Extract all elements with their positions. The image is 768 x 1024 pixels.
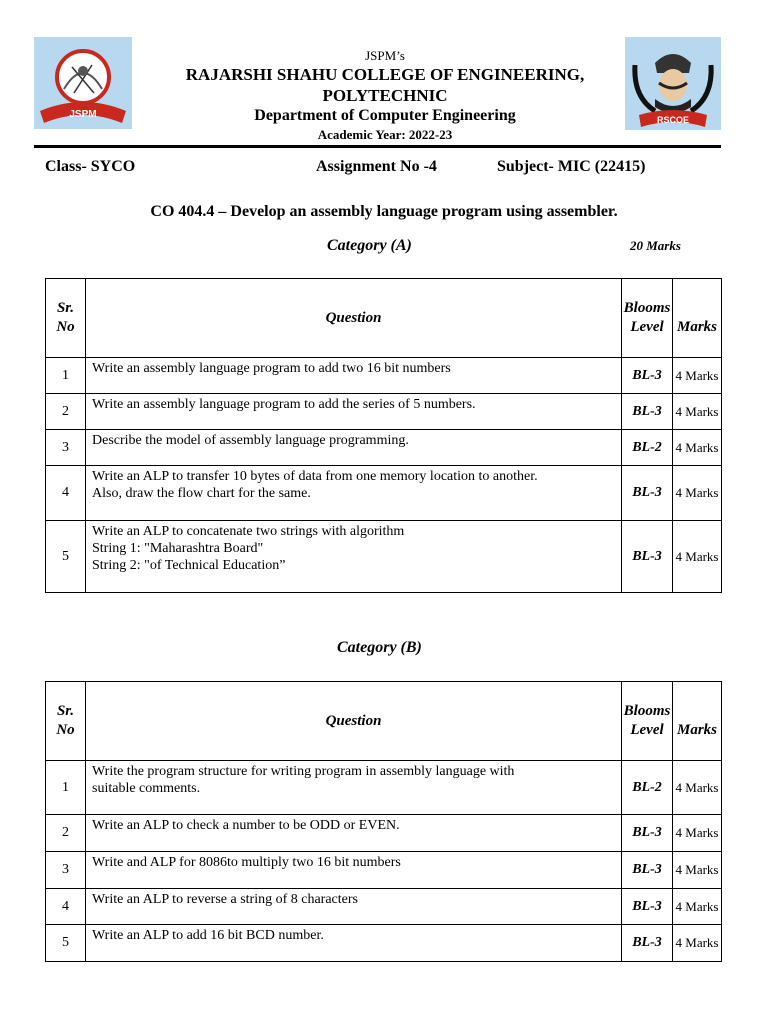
table-row [46,394,722,430]
table-row [46,925,722,962]
blooms-level-header: Blooms Level [622,279,673,358]
blooms-level-cell: BL-3 [622,889,673,925]
marks-cell: 4 Marks [673,466,722,521]
marks-cell: 4 Marks [673,430,722,466]
question-cell: Write an ALP to transfer 10 bytes of data from one memory location to another. Also, draw the flow chart for the same. [86,466,622,521]
department-name: Department of Computer Engineering [254,107,516,124]
class-label: Class- SYCO [45,158,136,175]
marks-cell: 4 Marks [673,521,722,593]
blooms-level-cell: BL-3 [622,852,673,889]
marks-cell: 4 Marks [673,761,722,815]
marks-cell: 4 Marks [673,925,722,962]
table-row [46,430,722,466]
blooms-level-cell: BL-3 [622,815,673,852]
question-cell: Write an assembly language program to add two 16 bit numbers [86,358,622,394]
academic-year: Academic Year: 2022-23 [317,127,453,142]
jspm-logo [34,37,132,129]
category-a-title: Category (A) [327,237,412,254]
table-row [46,815,722,852]
sr-no-cell: 5 [46,925,86,962]
blooms-level-cell: BL-3 [622,521,673,593]
marks-cell: 4 Marks [673,358,722,394]
marks-cell: 4 Marks [673,889,722,925]
sr-no-cell: 2 [46,815,86,852]
sr-no-cell: 3 [46,852,86,889]
table-row [46,889,722,925]
sr-no-cell: 3 [46,430,86,466]
question-cell: Write the program structure for writing program in assembly language with suitable comments. [86,761,622,815]
question-cell: Write an assembly language program to add the series of 5 numbers. [86,394,622,430]
category-b-title: Category (B) [337,639,422,656]
table-row [46,466,722,521]
category-a-total-marks: 20 Marks [630,238,681,253]
table-header-row [46,279,722,358]
rscoe-logo [625,37,721,130]
table-row [46,358,722,394]
question-header: Question [86,279,622,358]
blooms-level-cell: BL-2 [622,430,673,466]
marks-header: Marks [673,682,722,761]
blooms-level-header: Blooms Level [622,682,673,761]
table-row [46,852,722,889]
course-outcome: CO 404.4 – Develop an assembly language program using assembler. [150,203,618,220]
sr-no-cell: 4 [46,889,86,925]
table-row [46,761,722,815]
marks-cell: 4 Marks [673,852,722,889]
category-b-table [45,681,722,962]
sr-no-cell: 1 [46,358,86,394]
assignment-label: Assignment No -4 [316,158,437,175]
question-header: Question [86,682,622,761]
college-name-line2: POLYTECHNIC [322,86,448,105]
table-row [46,521,722,593]
blooms-level-cell: BL-3 [622,394,673,430]
question-cell: Write an ALP to concatenate two strings with algorithm String 1: "Maharashtra Board" String 2: "of Technical Education” [86,521,622,593]
sr-no-header: Sr. No [46,279,86,358]
marks-header: Marks [673,279,722,358]
marks-cell: 4 Marks [673,394,722,430]
blooms-level-cell: BL-3 [622,925,673,962]
sr-no-cell: 4 [46,466,86,521]
blooms-level-cell: BL-2 [622,761,673,815]
sr-no-cell: 2 [46,394,86,430]
question-cell: Write and ALP for 8086to multiply two 16 bit numbers [86,852,622,889]
header-divider [34,145,721,148]
subject-label: Subject- MIC (22415) [497,158,646,175]
college-name-line1: RAJARSHI SHAHU COLLEGE OF ENGINEERING, [185,65,585,84]
sr-no-cell: 1 [46,761,86,815]
table-header-row [46,682,722,761]
rscoe-logo-text: RSCOE [656,115,690,125]
jspm-logo-text: JSPM [69,109,97,120]
marks-cell: 4 Marks [673,815,722,852]
org-name: JSPM’s [365,48,405,63]
sr-no-header: Sr. No [46,682,86,761]
blooms-level-cell: BL-3 [622,358,673,394]
question-cell: Write an ALP to reverse a string of 8 characters [86,889,622,925]
sr-no-cell: 5 [46,521,86,593]
question-cell: Describe the model of assembly language programming. [86,430,622,466]
blooms-level-cell: BL-3 [622,466,673,521]
category-a-table [45,278,722,593]
question-cell: Write an ALP to check a number to be ODD or EVEN. [86,815,622,852]
question-cell: Write an ALP to add 16 bit BCD number. [86,925,622,962]
